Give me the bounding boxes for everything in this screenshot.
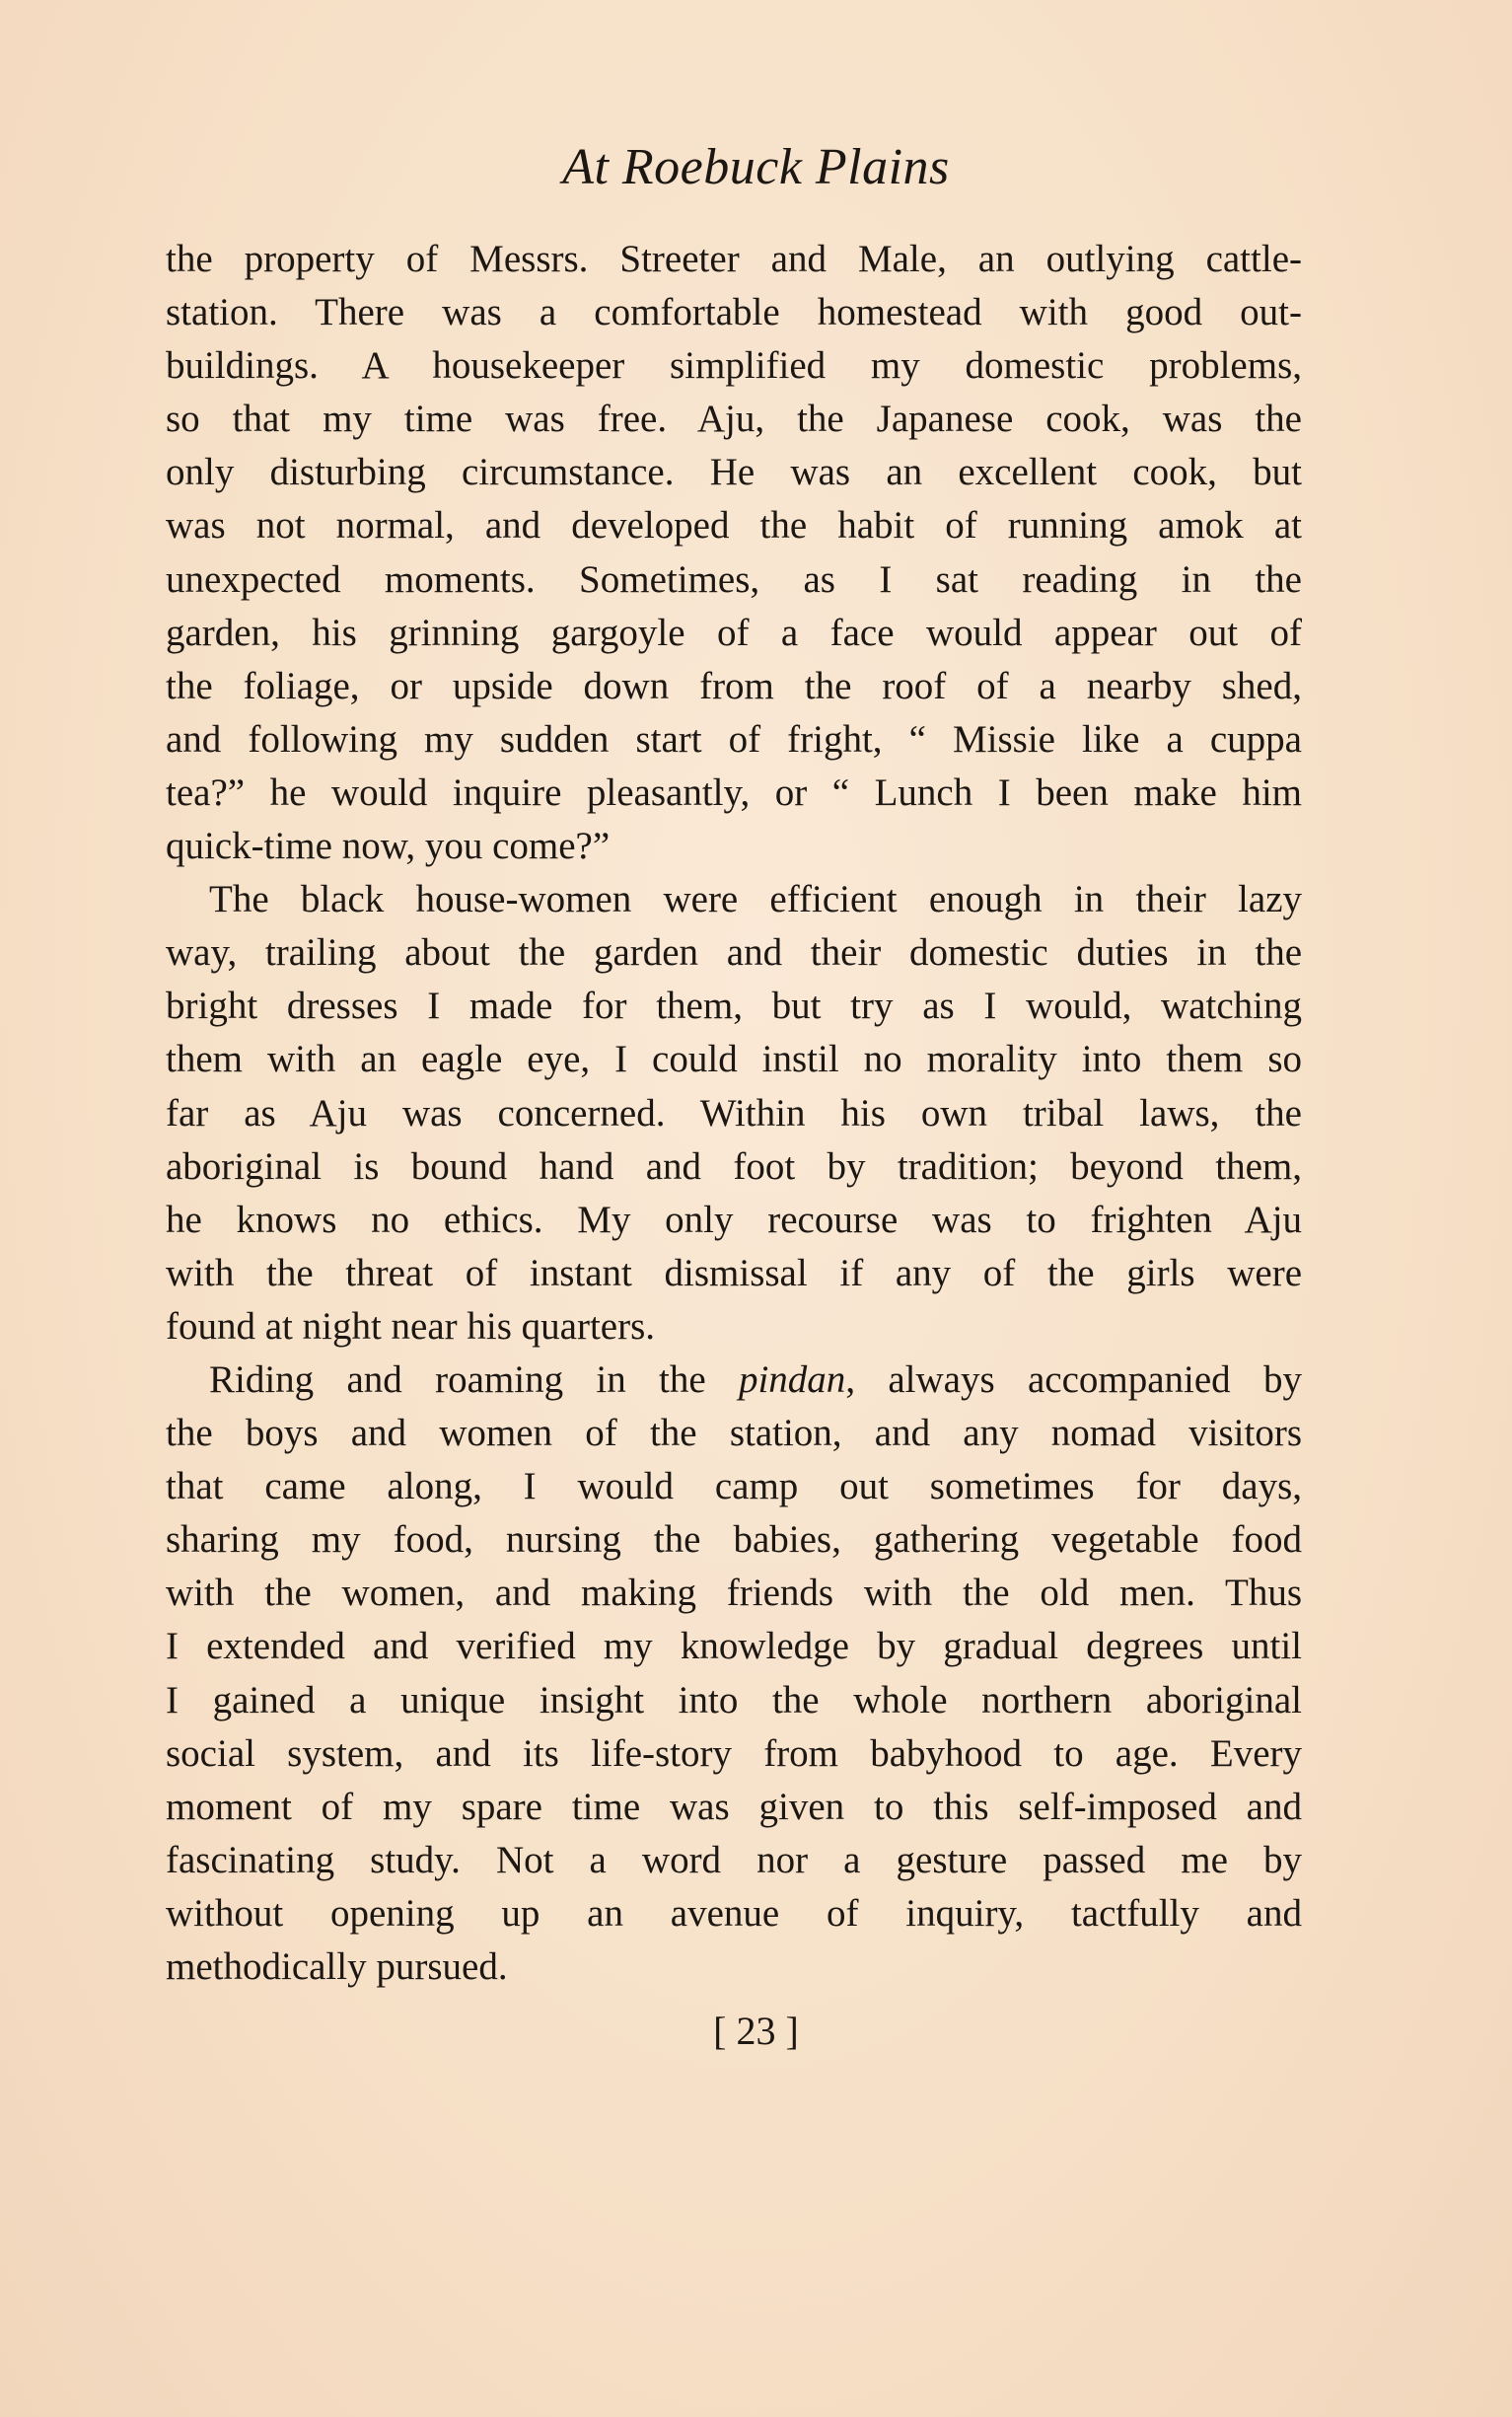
text-line: and following my sudden start of fright, “ Missie like a cuppa [166,717,1302,761]
text-line: The black house-women were efficient enough in their lazy [209,878,1302,921]
text-line: social system, and its life-story from babyhood to age. Every [166,1731,1302,1775]
text-line: with the women, and making friends with the old men. Thus [166,1572,1302,1615]
text-line: aboriginal is bound hand and foot by tradition; beyond them, [166,1144,1302,1188]
text-line: that came along, I would camp out sometimes for days, [166,1465,1302,1508]
text-line: the property of Messrs. Streeter and Male, an outlying cattle- [166,238,1302,280]
text-line: the foliage, or upside down from the roof of a nearby shed, [166,664,1302,707]
text-line: fascinating study. Not a word nor a gesture passed me by [166,1838,1302,1881]
body-text [166,233,1302,1994]
paragraph [166,873,1302,1354]
paragraph [166,233,1302,873]
italic-term: pindan [738,1357,846,1401]
page-number: [ 23 ] [713,2009,799,2053]
text-line: quick-time now, you come?” [166,825,611,868]
running-title: At Roebuck Plains [562,139,950,195]
text-line: sharing my food, nursing the babies, gathering vegetable food [166,1518,1302,1562]
text-line: so that my time was free. Aju, the Japanese cook, was the [166,398,1302,441]
text-line: station. There was a comfortable homestead with good out- [166,291,1302,334]
text-line: moment of my spare time was given to this self-imposed and [166,1785,1302,1828]
text-line: them with an eagle eye, I could instil no morality into them so [166,1038,1302,1081]
text-line: was not normal, and developed the habit of running amok at [166,504,1302,548]
text-line: far as Aju was concerned. Within his own tribal laws, the [166,1091,1302,1135]
text-line: with the threat of instant dismissal if any of the girls were [166,1251,1302,1294]
text-line: he knows no ethics. My only recourse was to frighten Aju [166,1198,1302,1241]
text-line: only disturbing circumstance. He was an excellent cook, but [166,451,1302,494]
text-line: I gained a unique insight into the whole northern aboriginal [166,1678,1302,1721]
text-line: unexpected moments. Sometimes, as I sat reading in the [166,557,1302,601]
text-line: tea?” he would inquire pleasantly, or “ Lunch I been make him [166,770,1302,814]
text-line: found at night near his quarters. [166,1304,656,1348]
text-line: methodically pursued. [166,1945,508,1988]
text-line: Riding and roaming in the pindan, always accompanied by [209,1357,1302,1401]
text-line: without opening up an avenue of inquiry, tactfully and [166,1891,1302,1935]
text-line: way, trailing about the garden and their domestic duties in the [166,931,1302,975]
paragraph [166,1354,1302,1994]
text-line: garden, his grinning gargoyle of a face would appear out of [166,611,1302,654]
text-line: the boys and women of the station, and any nomad visitors [166,1412,1302,1455]
text-line: bright dresses I made for them, but try as I would, watching [166,985,1302,1028]
text-line: I extended and verified my knowledge by gradual degrees until [166,1625,1302,1668]
text-line: buildings. A housekeeper simplified my domestic problems, [166,344,1302,388]
